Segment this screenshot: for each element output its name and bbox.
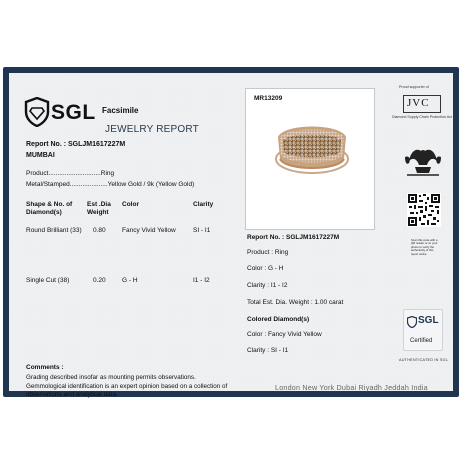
- shield-icon: [407, 316, 417, 328]
- table-header-shape: Shape & No. of Diamond(s): [26, 201, 73, 216]
- facsimile-label: Facsimile: [102, 106, 139, 115]
- table-header-weight: Est .Dia Weight: [87, 201, 111, 216]
- table-cell: 0.80: [93, 227, 106, 234]
- brand-name: SGL: [51, 101, 96, 124]
- comments-title: Comments :: [26, 364, 64, 371]
- certified-brand: SGL: [418, 315, 439, 326]
- product-line: Product.............................Ring: [26, 170, 115, 177]
- report-paper: [9, 73, 453, 398]
- right-clarity: Clarity : I1 - I2: [247, 282, 288, 289]
- table-cell: Fancy Vivid Yellow: [122, 227, 176, 234]
- sgl-certified-badge: [403, 309, 443, 351]
- table-cell: Round Brilliant (33): [26, 227, 82, 234]
- ring-photo: [245, 88, 375, 230]
- qr-caption: Scan this code with a QR reader or on your phone to verify the authenticity of this report online: [411, 238, 438, 256]
- table-cell: 0.20: [93, 277, 106, 284]
- report-card: [3, 67, 459, 397]
- right-color: Color : G - H: [247, 265, 284, 272]
- emblem-icon: [403, 141, 443, 179]
- right-total-weight: Total Est. Dia. Weight : 1.00 carat: [247, 299, 344, 306]
- right-product: Product : Ring: [247, 249, 289, 256]
- proud-supporter: Proud supporter of: [399, 85, 429, 89]
- jvc-text: JVC: [407, 97, 430, 109]
- colored-diamonds-title: Colored Diamond(s): [247, 316, 310, 323]
- report-type: JEWELRY REPORT: [105, 124, 199, 135]
- ring-image: [274, 119, 350, 177]
- right-report-number: Report No. : SGLJM1617227M: [247, 234, 340, 241]
- table-header-clarity: Clarity: [193, 201, 214, 208]
- colored-color: Color : Fancy Vivid Yellow: [247, 331, 322, 338]
- colored-clarity: Clarity : SI - I1: [247, 347, 289, 354]
- certified-label: Certified: [410, 338, 433, 344]
- table-cell: Single Cut (38): [26, 277, 70, 284]
- city: MUMBAI: [26, 152, 55, 159]
- qr-code[interactable]: [407, 193, 441, 227]
- report-number: Report No. : SGLJM1617227M: [26, 141, 126, 148]
- office-cities: London New York Dubai Riyadh Jeddah India: [275, 383, 428, 392]
- shield-icon: [24, 97, 50, 127]
- table-cell: G - H: [122, 277, 138, 284]
- jvc-subtitle: Diamond Supply Chain Protection Act: [392, 115, 452, 119]
- authenticated-label: AUTHENTICATED IN SGL: [399, 358, 449, 362]
- table-header-color: Color: [122, 201, 139, 208]
- photo-code: MR13209: [254, 95, 283, 102]
- metal-line: Metal/Stamped.....................Yellow Gold / 9k (Yellow Gold): [26, 181, 195, 188]
- table-cell: SI - I1: [193, 227, 211, 234]
- comments-text: Grading described insofar as mounting permits observations. Gemmological identification is an expert opinion based on a collection of observations and analytical data.: [26, 374, 228, 398]
- table-cell: I1 - I2: [193, 277, 210, 284]
